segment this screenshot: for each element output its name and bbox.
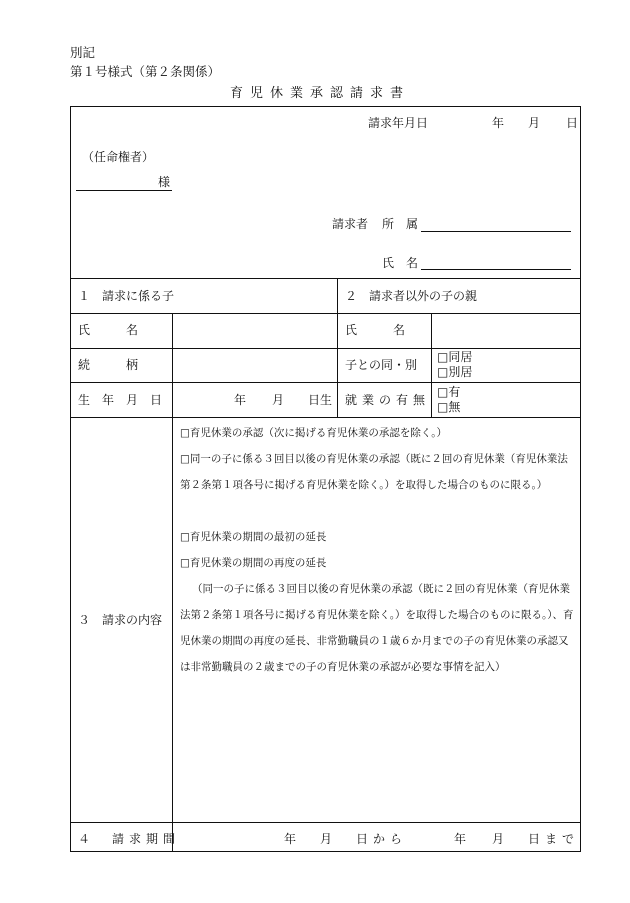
request-date-month: 月 — [528, 116, 541, 130]
request-period-label: ４ 請求期間 — [78, 832, 181, 846]
period-end-day: 日まで — [528, 832, 580, 846]
child-relation-label: 続 柄 — [78, 358, 139, 372]
divider-right-labels — [431, 313, 432, 417]
request-date-label: 請求年月日 — [368, 116, 429, 130]
checkbox-cohabit[interactable]: □同居 — [437, 350, 473, 364]
requester-label: 請求者 — [332, 217, 369, 231]
affiliation-line — [421, 231, 571, 232]
period-start-day: 日から — [356, 832, 408, 846]
requester-name-label: 氏 名 — [382, 256, 419, 270]
period-end-year: 年 — [454, 832, 467, 846]
appointing-authority-label: （任命権者） — [82, 150, 155, 164]
divider-section-header — [70, 313, 581, 314]
other-parent-name-label: 氏 名 — [345, 323, 406, 337]
checkbox-not-employed[interactable]: □無 — [437, 400, 461, 414]
reason-instruction: （同一の子に係る３回目以後の育児休業の承認（既に２回の育児休業（育児休業法第２条第１項各号に掲げる育児休業を除く。）を取得した場合のものに限る。）、育児休業の期間の再度の延長、非常勤職員の１歳６か月までの子の育児休業の承認又は非常勤職員の２歳までの子の育児休業の承認が必要な事情を記入） — [180, 583, 574, 673]
option-first-extension[interactable]: □育児休業の期間の最初の延長 — [180, 531, 327, 543]
birth-day: 日生 — [308, 393, 333, 407]
affiliation-label: 所 属 — [382, 217, 419, 231]
period-start-year: 年 — [284, 832, 297, 846]
section1-title: １ 請求に係る子 — [78, 289, 175, 303]
section2-title: ２ 請求者以外の子の親 — [345, 289, 478, 303]
birth-month: 月 — [272, 393, 285, 407]
annex-label: 別記 — [70, 45, 96, 60]
divider-name-row — [70, 348, 581, 349]
option-second-extension[interactable]: □育児休業の期間の再度の延長 — [180, 557, 327, 569]
period-start-month: 月 — [320, 832, 333, 846]
form-number: 第１号様式（第２条関係） — [70, 64, 221, 79]
option-third-leave[interactable]: □同一の子に係る３回目以後の育児休業の承認（既に２回の育児休業（育児休業法第２条第１項各号に掲げる育児休業を除く。）を取得した場合のものに限る。） — [180, 453, 568, 491]
requester-name-line — [421, 269, 571, 270]
checkbox-employed[interactable]: □有 — [437, 385, 461, 399]
divider-left-labels — [172, 313, 173, 852]
child-birth-label: 生 年 月 日 — [78, 393, 163, 407]
employment-label: 就業の有無 — [345, 393, 431, 407]
divider-birth-row — [70, 417, 581, 418]
honorific-sama: 様 — [158, 175, 171, 189]
period-end-month: 月 — [492, 832, 505, 846]
authority-name-line — [76, 190, 172, 191]
request-date-year: 年 — [492, 116, 505, 130]
child-name-label: 氏 名 — [78, 323, 139, 337]
divider-content-row — [70, 822, 581, 823]
request-content-label: ３ 請求の内容 — [78, 613, 163, 627]
birth-year: 年 — [234, 393, 247, 407]
form-title: 育児休業承認請求書 — [230, 86, 411, 101]
request-date-day: 日 — [566, 116, 579, 130]
divider-section-split — [337, 278, 338, 417]
checkbox-separate[interactable]: □別居 — [437, 365, 473, 379]
cohabit-label: 子との同・別 — [345, 358, 418, 372]
divider-relation-row — [70, 382, 581, 383]
divider-request-block — [70, 278, 581, 279]
option-standard-leave[interactable]: □育児休業の承認（次に掲げる育児休業の承認を除く。） — [180, 427, 447, 439]
